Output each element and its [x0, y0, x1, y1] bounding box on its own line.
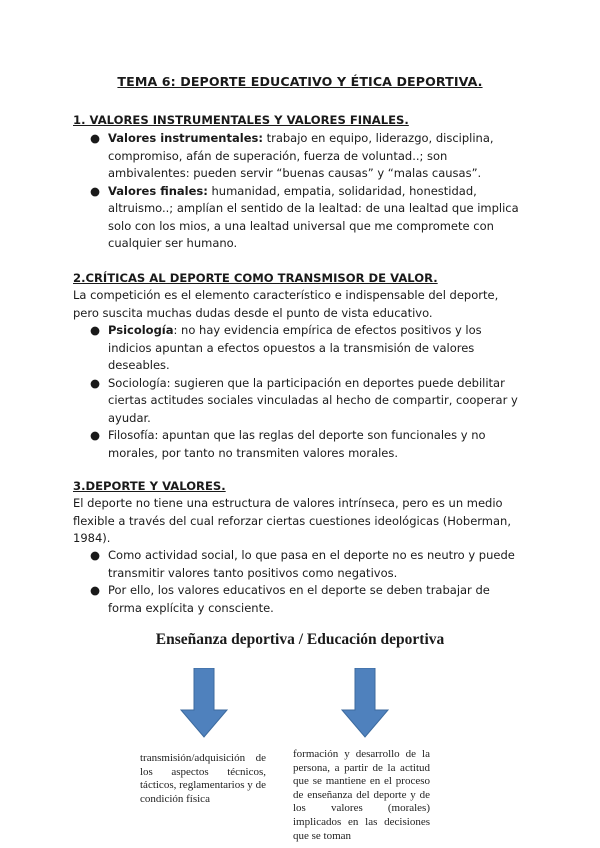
- section-1-heading: 1. VALORES INSTRUMENTALES Y VALORES FINALES.: [73, 113, 409, 127]
- list-item: [73, 183, 553, 253]
- diagram-title: Enseñanza deportiva / Educación deportiva: [155, 631, 445, 648]
- section-2-heading: 2.CRÍTICAS AL DEPORTE COMO TRANSMISOR DE VALOR.: [73, 271, 438, 285]
- section-3-intro: [73, 495, 543, 548]
- list-item: [73, 582, 553, 617]
- bullet-text: Como actividad social, lo que pasa en el deporte no es neutro y puede: [108, 548, 515, 562]
- bullet-text: : no hay evidencia empírica de efectos positivos y los: [173, 323, 482, 337]
- paragraph-line: La competición es el elemento característico e indispensable del deporte,: [73, 288, 499, 302]
- paragraph-line: El deporte no tiene una estructura de valores intrínseca, pero es un medio: [73, 496, 503, 510]
- bullet-text: forma explícita y consciente.: [108, 600, 274, 615]
- bullet-term: Valores instrumentales:: [108, 131, 263, 145]
- section-2-intro: [73, 287, 543, 322]
- bullet-text: ciertas actitudes sociales vinculadas al hecho de compartir, cooperar y: [108, 393, 518, 407]
- bullet-icon: ●: [90, 131, 101, 145]
- bullet-text: altruismo..; amplían el sentido de la lealtad: de una lealtad que implica: [108, 201, 519, 215]
- diagram-right-text: formación y desarrollo de la persona, a partir de la actitud que se mantiene en el proceso de enseñanza del deporte y de los valores (morales) implicados en las decisiones que se toman: [293, 748, 430, 842]
- bullet-icon: ●: [90, 583, 101, 597]
- bullet-text: indicios apuntan a efectos opuestos a la transmisión de valores: [108, 340, 475, 355]
- bullet-text: trabajo en equipo, liderazgo, disciplina,: [262, 131, 494, 145]
- bullet-term: Psicología: [108, 323, 174, 337]
- bullet-text: Sociología: sugieren que la participación en deportes puede debilitar: [108, 375, 505, 390]
- bullet-text: solo con los mios, a una lealtad universal que me compromete con: [108, 218, 494, 233]
- bullet-text: transmitir valores tanto positivos como negativos.: [108, 565, 398, 580]
- section-1-list: [73, 130, 553, 253]
- bullet-text: compromiso, afán de superación, fuerza de voluntad..; son: [108, 148, 448, 163]
- bullet-text: morales, por tanto no transmiten valores morales.: [108, 445, 399, 460]
- bullet-icon: ●: [90, 375, 101, 390]
- down-arrow-icon: [340, 668, 390, 738]
- list-item: [73, 547, 553, 582]
- bullet-text: Por ello, los valores educativos en el deporte se deben trabajar de: [108, 583, 490, 597]
- section-3-heading: 3.DEPORTE Y VALORES.: [73, 479, 226, 493]
- list-item: [73, 427, 553, 462]
- bullet-text: humanidad, empatia, solidaridad, honestidad,: [207, 183, 477, 198]
- bullet-icon: ●: [90, 183, 101, 198]
- list-item: [73, 375, 553, 428]
- bullet-text: Filosofía: apuntan que las reglas del deporte son funcionales y no: [108, 428, 486, 442]
- section-3-list: [73, 547, 553, 617]
- document-title: TEMA 6: DEPORTE EDUCATIVO Y ÉTICA DEPORTIVA.: [117, 74, 483, 89]
- section-2-list: [73, 322, 553, 462]
- bullet-icon: ●: [90, 428, 101, 442]
- bullet-term: Valores finales:: [108, 183, 208, 198]
- bullet-icon: ●: [90, 323, 101, 337]
- list-item: [73, 322, 553, 375]
- bullet-text: ayudar.: [108, 410, 151, 425]
- bullet-text: ambivalentes: pueden servir “buenas causas” y “malas causas”.: [108, 166, 482, 180]
- paragraph-line: pero suscita muchas dudas desde el punto de vista educativo.: [73, 305, 433, 320]
- bullet-icon: ●: [90, 548, 101, 562]
- paragraph-line: flexible a través del cual reforzar ciertas cuestiones ideológicas (Hoberman,: [73, 513, 511, 528]
- diagram-left-text: transmisión/adquisición de los aspectos técnicos, tácticos, reglamentarios y de condición física: [140, 752, 266, 805]
- bullet-text: deseables.: [108, 358, 170, 372]
- paragraph-line: 1984).: [73, 531, 111, 545]
- bullet-text: cualquier ser humano.: [108, 236, 238, 250]
- down-arrow-icon: [179, 668, 229, 738]
- list-item: [73, 130, 553, 183]
